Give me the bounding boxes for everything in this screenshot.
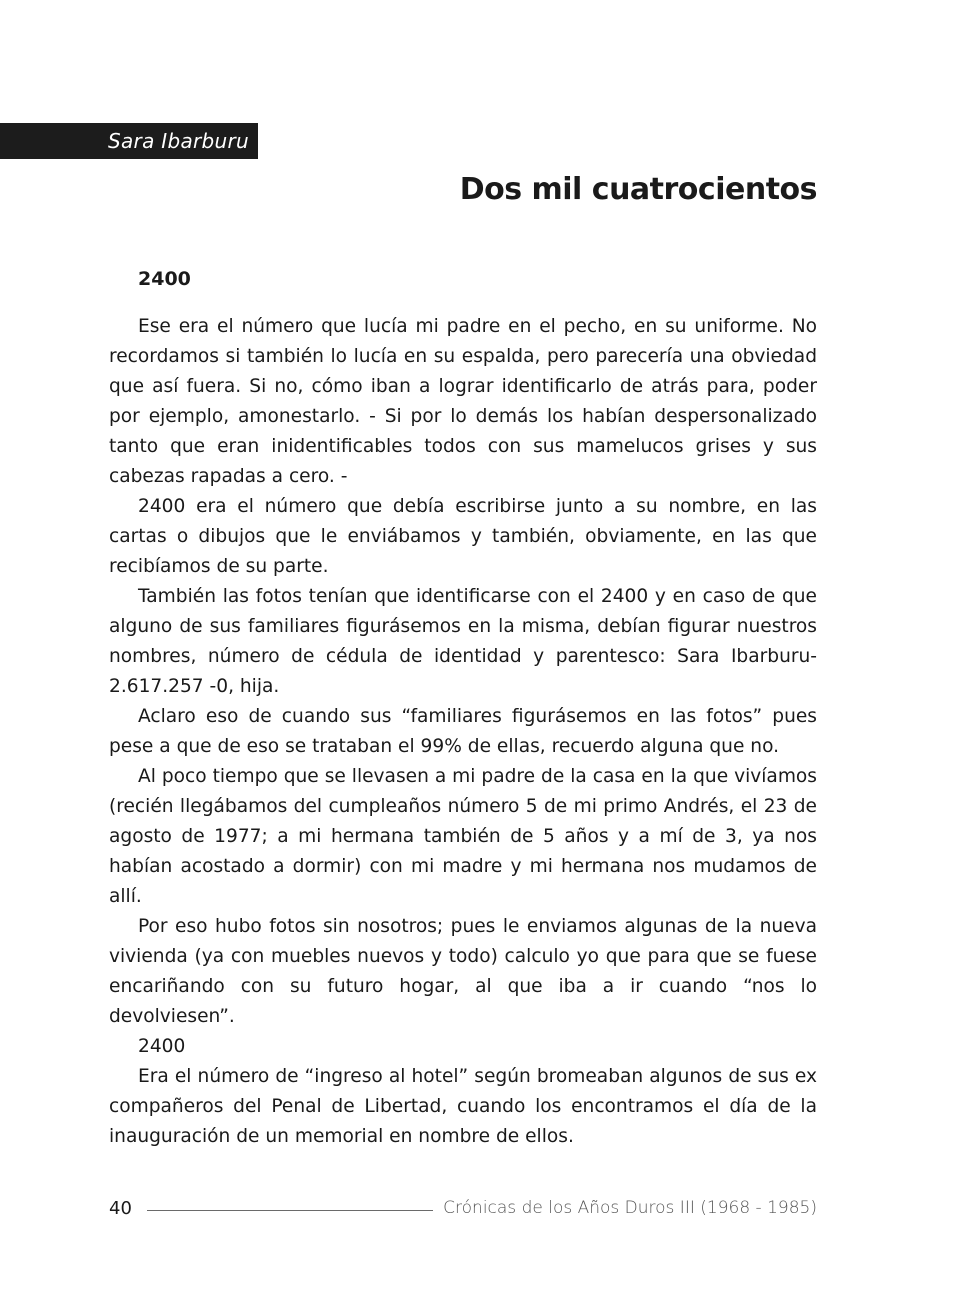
page-footer (109, 1192, 817, 1224)
chapter-title: Dos mil cuatrocientos (459, 172, 817, 207)
book-title: Crónicas de los Años Duros III (1968 - 1985) (443, 1198, 817, 1218)
paragraph: Por eso hubo fotos sin nosotros; pues le enviamos algunas de la nueva vivienda (ya con muebles nuevos y todo) calculo yo que para que se fuese encariñando con su futuro hogar, al que iba a ir cuando “nos lo devolviesen”. (109, 916, 817, 1027)
author-banner (0, 123, 258, 159)
paragraph: Aclaro eso de cuando sus “familiares figurásemos en las fotos” pues pese a que de eso se trataban el 99% de ellas, recuerdo alguna que no. (109, 706, 817, 757)
body-text (109, 312, 817, 1152)
paragraph: Al poco tiempo que se llevasen a mi padre de la casa en la que vivíamos (recién llegábamos del cumpleaños número 5 de mi primo Andrés, el 23 de agosto de 1977; a mi hermana también de 5 años y a mí de 3, ya nos habían acostado a dormir) con mi madre y mi hermana nos mudamos de allí. (109, 766, 817, 907)
paragraph: También las fotos tenían que identificarse con el 2400 y en caso de que alguno de sus familiares figurásemos en la misma, debían figurar nuestros nombres, número de cédula de identidad y parentesco: Sara Ibarburu- 2.617.257 -0, hija. (109, 586, 817, 697)
author-name: Sara Ibarburu (108, 129, 250, 153)
page-number: 40 (109, 1197, 132, 1219)
paragraph: 2400 (138, 1036, 186, 1057)
footer-divider (147, 1210, 433, 1211)
paragraph: Ese era el número que lucía mi padre en el pecho, en su uniforme. No recordamos si también lo lucía en su espalda, pero parecería una obviedad que así fuera. Si no, cómo iban a lograr identificarlo de atrás para, poder por ejemplo, amonestarlo. - Si por lo demás los habían despersonalizado tanto que eran inidentificables todos con sus mamelucos grises y sus cabezas rapadas a cero. - (109, 316, 817, 487)
paragraph: 2400 era el número que debía escribirse junto a su nombre, en las cartas o dibujos que le enviábamos y también, obviamente, en las que recibíamos de su parte. (109, 496, 817, 577)
number-heading: 2400 (138, 268, 191, 290)
paragraph: Era el número de “ingreso al hotel” según bromeaban algunos de sus ex compañeros del Penal de Libertad, cuando los encontramos el día de la inauguración de un memorial en nombre de ellos. (109, 1066, 817, 1147)
